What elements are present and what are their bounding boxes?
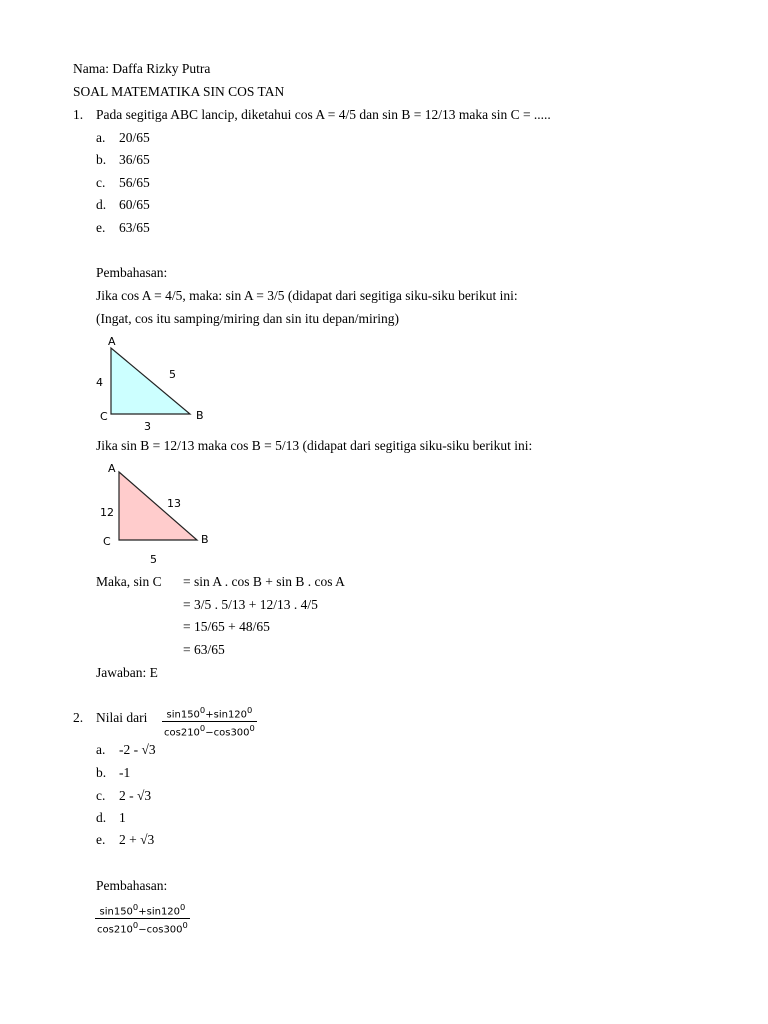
fraction-denominator: $\cos 210^0-\cos 300^0$ (97, 920, 188, 936)
fraction-denominator: $\cos 210^0-\cos 300^0$ (164, 723, 255, 739)
fraction-numerator: $\sin 150^0+\sin 120^0$ (162, 705, 257, 722)
q2-pembahasan-fraction (95, 902, 190, 936)
q1-explanation-line3: Jika sin B = 12/13 maka cos B = 5/13 (didapat dari segitiga siku-siku berikut ini: (96, 438, 533, 453)
page-title: SOAL MATEMATIKA SIN COS TAN (73, 84, 285, 99)
q1-option-text: 56/65 (119, 175, 150, 190)
q2-option-text: 2 + √3 (119, 832, 155, 847)
triangle-1-shape (111, 348, 190, 414)
q1-option-letter: e. (96, 220, 106, 235)
vertex-b-label: B (196, 409, 204, 422)
q2-option-letter: b. (96, 765, 107, 780)
q2-option-letter: a. (96, 742, 106, 757)
side-cb-label: 3 (144, 420, 151, 433)
vertex-a-label: A (108, 462, 116, 475)
calc-label: Maka, sin C (96, 574, 162, 589)
q2-pembahasan-label: Pembahasan: (96, 878, 168, 893)
side-ac-label: 12 (100, 506, 114, 519)
q1-number: 1. (73, 107, 84, 122)
q1-option-text: 63/65 (119, 220, 150, 235)
q2-option-letter: d. (96, 810, 107, 825)
side-ab-label: 13 (167, 497, 181, 510)
q1-question: Pada segitiga ABC lancip, diketahui cos A = 4/5 dan sin B = 12/13 maka sin C = ..... (96, 107, 551, 122)
vertex-c-label: C (103, 535, 111, 548)
triangle-diagram-1 (90, 330, 220, 435)
q2-option-text: -1 (119, 765, 131, 780)
q1-answer: Jawaban: E (96, 665, 158, 680)
calc-line: = 3/5 . 5/13 + 12/13 . 4/5 (183, 597, 318, 612)
q2-question: Nilai dari (96, 710, 148, 725)
triangle-2-shape (119, 472, 197, 540)
q2-option-text: 1 (119, 810, 126, 825)
q1-option-letter: c. (96, 175, 106, 190)
q2-option-letter: c. (96, 788, 106, 803)
fraction-numerator: $\sin 150^0+\sin 120^0$ (95, 902, 190, 919)
q1-explanation-line1: Jika cos A = 4/5, maka: sin A = 3/5 (didapat dari segitiga siku-siku berikut ini: (96, 288, 518, 303)
q2-option-text: 2 - √3 (119, 788, 152, 803)
vertex-a-label: A (108, 335, 116, 348)
q2-option-letter: e. (96, 832, 106, 847)
q1-option-text: 36/65 (119, 152, 150, 167)
q2-number: 2. (73, 710, 84, 725)
side-ac-label: 4 (96, 376, 103, 389)
q1-option-letter: b. (96, 152, 107, 167)
q1-pembahasan-label: Pembahasan: (96, 265, 168, 280)
q1-option-letter: d. (96, 197, 107, 212)
side-ab-label: 5 (169, 368, 176, 381)
side-cb-label: 5 (150, 553, 157, 566)
q1-option-letter: a. (96, 130, 106, 145)
q2-fraction (162, 705, 257, 739)
student-name: Nama: Daffa Rizky Putra (73, 61, 211, 76)
triangle-diagram-2 (95, 458, 225, 570)
vertex-b-label: B (201, 533, 209, 546)
calc-line: = sin A . cos B + sin B . cos A (183, 574, 345, 589)
q1-option-text: 60/65 (119, 197, 150, 212)
q1-explanation-line2: (Ingat, cos itu samping/miring dan sin itu depan/miring) (96, 311, 399, 326)
vertex-c-label: C (100, 410, 108, 423)
q2-option-text: -2 - √3 (119, 742, 156, 757)
calc-line: = 15/65 + 48/65 (183, 619, 270, 634)
q1-option-text: 20/65 (119, 130, 150, 145)
calc-line: = 63/65 (183, 642, 225, 657)
